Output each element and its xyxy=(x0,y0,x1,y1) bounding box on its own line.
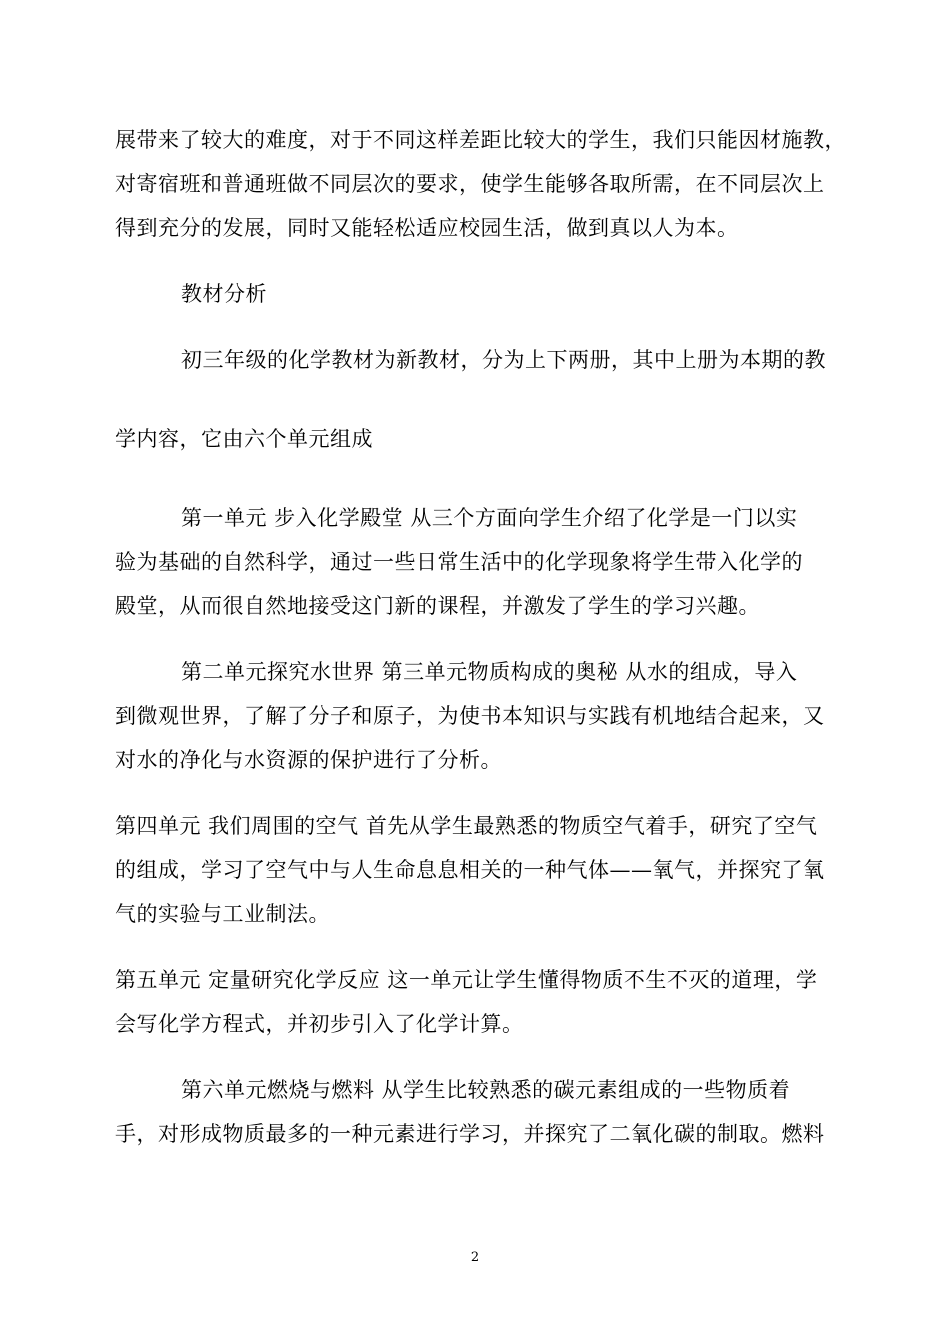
text-line: 得到充分的发展，同时又能轻松适应校园生活，做到真以人为本。 xyxy=(115,216,739,240)
text-line: 的组成，学习了空气中与人生命息息相关的一种气体——氧气，并探究了氧 xyxy=(115,858,825,882)
text-line: 展带来了较大的难度，对于不同这样差距比较大的学生，我们只能因材施教， xyxy=(115,128,846,152)
text-line: 会写化学方程式，并初步引入了化学计算。 xyxy=(115,1012,524,1036)
page-number: 2 xyxy=(470,1250,480,1265)
text-line: 对寄宿班和普通班做不同层次的要求，使学生能够各取所需，在不同层次上 xyxy=(115,172,825,196)
text-line: 第五单元 定量研究化学反应 这一单元让学生懂得物质不生不灭的道理，学 xyxy=(115,968,818,992)
text-line: 学内容，它由六个单元组成 xyxy=(115,427,373,451)
text-line: 第一单元 步入化学殿堂 从三个方面向学生介绍了化学是一门以实 xyxy=(181,506,798,530)
text-line: 第二单元探究水世界 第三单元物质构成的奥秘 从水的组成，导入 xyxy=(181,660,798,684)
text-line: 手，对形成物质最多的一种元素进行学习，并探究了二氧化碳的制取。燃料 xyxy=(115,1122,825,1146)
text-line: 第四单元 我们周围的空气 首先从学生最熟悉的物质空气着手，研究了空气 xyxy=(115,814,818,838)
text-line: 气的实验与工业制法。 xyxy=(115,902,330,926)
text-line: 第六单元燃烧与燃料 从学生比较熟悉的碳元素组成的一些物质着 xyxy=(181,1078,791,1102)
text-line: 殿堂，从而很自然地接受这门新的课程，并激发了学生的学习兴趣。 xyxy=(115,594,760,618)
text-line: 初三年级的化学教材为新教材，分为上下两册，其中上册为本期的教 xyxy=(181,348,826,372)
section-heading: 教材分析 xyxy=(181,282,267,306)
text-line: 对水的净化与水资源的保护进行了分析。 xyxy=(115,748,502,772)
text-line: 验为基础的自然科学，通过一些日常生活中的化学现象将学生带入化学的 xyxy=(115,550,803,574)
text-line: 到微观世界，了解了分子和原子，为使书本知识与实践有机地结合起来，又 xyxy=(115,704,825,728)
